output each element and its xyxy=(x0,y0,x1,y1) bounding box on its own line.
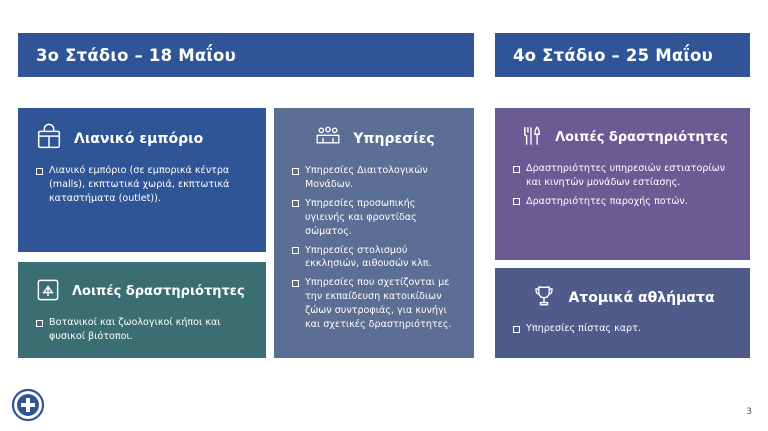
list-item: Υπηρεσίες προσωπικής υγιεινής και φροντίδας σώματος. xyxy=(290,197,458,239)
panel-services-title: Υπηρεσίες xyxy=(353,130,435,147)
list-item: Λιανικό εμπόριο (σε εμπορικά κέντρα (malls), εκπτωτικά χωριά, εκπτωτικά καταστήματα (outlet)). xyxy=(34,164,250,206)
panel-individual-sports-bullets xyxy=(511,322,734,336)
stage-4-header xyxy=(495,33,750,77)
panel-other-activities-left xyxy=(18,262,266,358)
panel-services xyxy=(274,108,474,358)
panel-retail-bullets xyxy=(34,164,250,206)
panel-other-activities-left-title: Λοιπές δραστηριότητες xyxy=(72,284,245,300)
stage-4-title: 4ο Στάδιο – 25 Μαΐου xyxy=(513,45,713,65)
list-item: Δραστηριότητες υπηρεσιών εστιατορίων και κινητών μονάδων εστίασης. xyxy=(511,162,734,190)
shopping-bag-icon xyxy=(34,122,64,156)
cutlery-icon xyxy=(517,122,545,154)
list-item: Δραστηριότητες παροχής ποτών. xyxy=(511,195,734,209)
list-item: Υπηρεσίες πίστας καρτ. xyxy=(511,322,734,336)
page-number: 3 xyxy=(746,407,752,417)
panel-other-activities-right xyxy=(495,108,750,260)
cross-emblem-logo xyxy=(8,385,48,425)
panel-individual-sports-header xyxy=(511,282,734,314)
panel-other-activities-left-header xyxy=(34,276,250,308)
park-tree-icon xyxy=(34,276,62,308)
panel-individual-sports-title: Ατομικά αθλήματα xyxy=(568,289,715,306)
panel-retail-header xyxy=(34,122,250,156)
stage-3-header xyxy=(18,33,474,77)
panel-other-activities-right-bullets xyxy=(511,162,734,209)
panel-other-activities-right-title: Λοιπές δραστηριότητες xyxy=(555,130,728,146)
people-group-icon xyxy=(313,122,343,156)
list-item: Υπηρεσίες που σχετίζονται με την εκπαίδευση κατοικίδιων ζώων συντροφιάς, για κυνήγι και σχετικές δραστηριότητες. xyxy=(290,276,458,332)
trophy-icon xyxy=(530,282,558,314)
panel-services-bullets xyxy=(290,164,458,332)
list-item: Βοτανικοί και ζωολογικοί κήποι και φυσικοί βιότοποι. xyxy=(34,316,250,344)
panel-other-activities-left-bullets xyxy=(34,316,250,344)
panel-other-activities-right-header xyxy=(511,122,734,154)
panel-retail-title: Λιανικό εμπόριο xyxy=(74,130,204,147)
stage-3-title: 3ο Στάδιο – 18 Μαΐου xyxy=(36,45,236,65)
panel-services-header xyxy=(290,122,458,156)
panel-individual-sports xyxy=(495,268,750,358)
list-item: Υπηρεσίες στολισμού εκκλησιών, αιθουσών κλπ. xyxy=(290,244,458,272)
panel-retail xyxy=(18,108,266,252)
list-item: Υπηρεσίες Διαιτολογικών Μονάδων. xyxy=(290,164,458,192)
